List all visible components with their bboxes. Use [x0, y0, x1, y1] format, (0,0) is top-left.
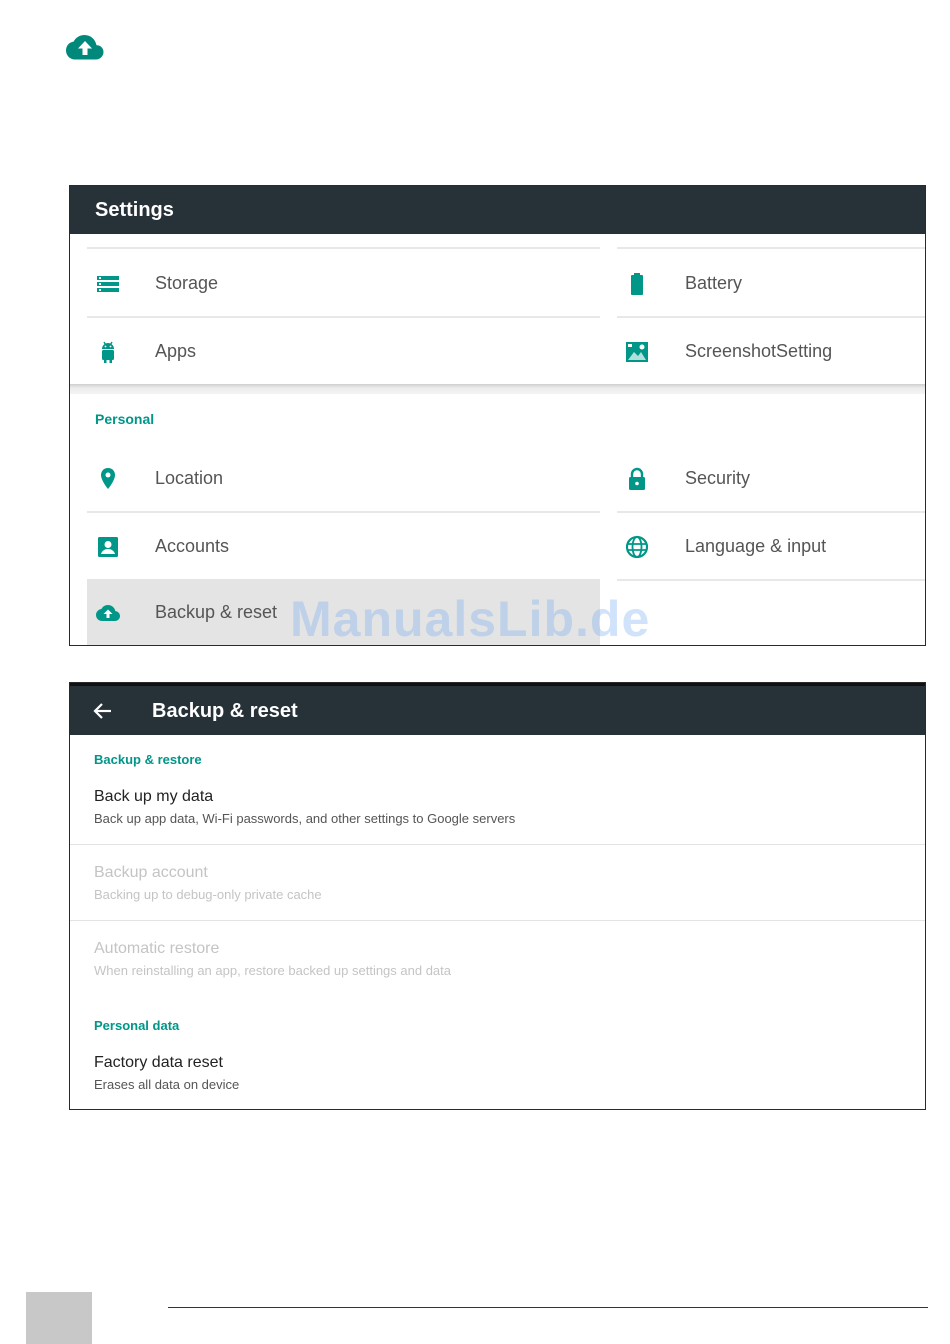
pref-summary: Erases all data on device — [94, 1077, 240, 1092]
pref-factory-data-reset[interactable] — [94, 1054, 239, 1092]
lock-icon — [625, 467, 649, 491]
section-label-personal: Personal — [95, 411, 155, 427]
pref-summary: Back up app data, Wi-Fi passwords, and other settings to Google servers — [94, 811, 516, 826]
divider — [617, 579, 926, 581]
cloud-upload-icon — [96, 601, 120, 625]
section-label-backup-restore: Backup & restore — [94, 752, 202, 767]
section-label-personal-data: Personal data — [94, 1018, 180, 1033]
settings-item-label: Accounts — [155, 536, 230, 556]
back-arrow-icon[interactable] — [92, 700, 114, 722]
pref-back-up-my-data[interactable] — [94, 788, 515, 826]
watermark: ManualsLib.de — [290, 591, 651, 646]
pref-backup-account[interactable] — [94, 864, 322, 902]
pref-summary: When reinstalling an app, restore backed up settings and data — [94, 963, 452, 978]
settings-item-label: Backup & reset — [155, 602, 278, 622]
pref-title: Automatic restore — [94, 940, 220, 957]
divider — [617, 247, 926, 249]
settings-item-security[interactable] — [617, 445, 926, 511]
backup-reset-screenshot — [69, 682, 926, 1110]
settings-item-label: Security — [685, 468, 751, 488]
pref-automatic-restore[interactable] — [94, 940, 451, 978]
divider — [70, 844, 925, 845]
settings-item-label: Battery — [685, 273, 743, 293]
settings-item-label: Location — [155, 468, 224, 488]
divider — [70, 920, 925, 921]
settings-item-accounts[interactable] — [87, 513, 600, 579]
settings-item-label: Apps — [155, 341, 197, 361]
settings-item-label: Language & input — [685, 536, 827, 556]
section-separator — [70, 384, 925, 394]
settings-app-bar — [70, 186, 925, 234]
battery-icon — [625, 272, 649, 296]
pref-title: Factory data reset — [94, 1054, 223, 1071]
settings-item-storage[interactable] — [87, 250, 600, 316]
footer-rule — [168, 1307, 928, 1308]
settings-item-label: Storage — [155, 273, 219, 293]
settings-title: Settings — [95, 199, 174, 221]
page-number-box — [26, 1292, 92, 1344]
pref-title: Backup account — [94, 864, 208, 881]
screenshot-icon — [625, 340, 649, 364]
settings-item-language-input[interactable] — [617, 513, 926, 579]
settings-item-screenshotsetting[interactable] — [617, 318, 926, 384]
location-pin-icon — [96, 467, 120, 491]
backup-title: Backup & reset — [152, 700, 298, 722]
settings-item-battery[interactable] — [617, 250, 926, 316]
globe-icon — [625, 535, 649, 559]
settings-screenshot — [69, 185, 926, 646]
divider — [87, 247, 600, 249]
backup-app-bar — [70, 683, 925, 735]
settings-item-label: ScreenshotSetting — [685, 341, 833, 361]
settings-item-location[interactable] — [87, 445, 600, 511]
account-icon — [96, 535, 120, 559]
pref-summary: Backing up to debug-only private cache — [94, 887, 322, 902]
storage-icon — [96, 272, 120, 296]
settings-item-apps[interactable] — [87, 318, 600, 384]
pref-title: Back up my data — [94, 788, 214, 805]
android-icon — [96, 340, 120, 364]
cloud-upload-icon — [66, 34, 104, 62]
